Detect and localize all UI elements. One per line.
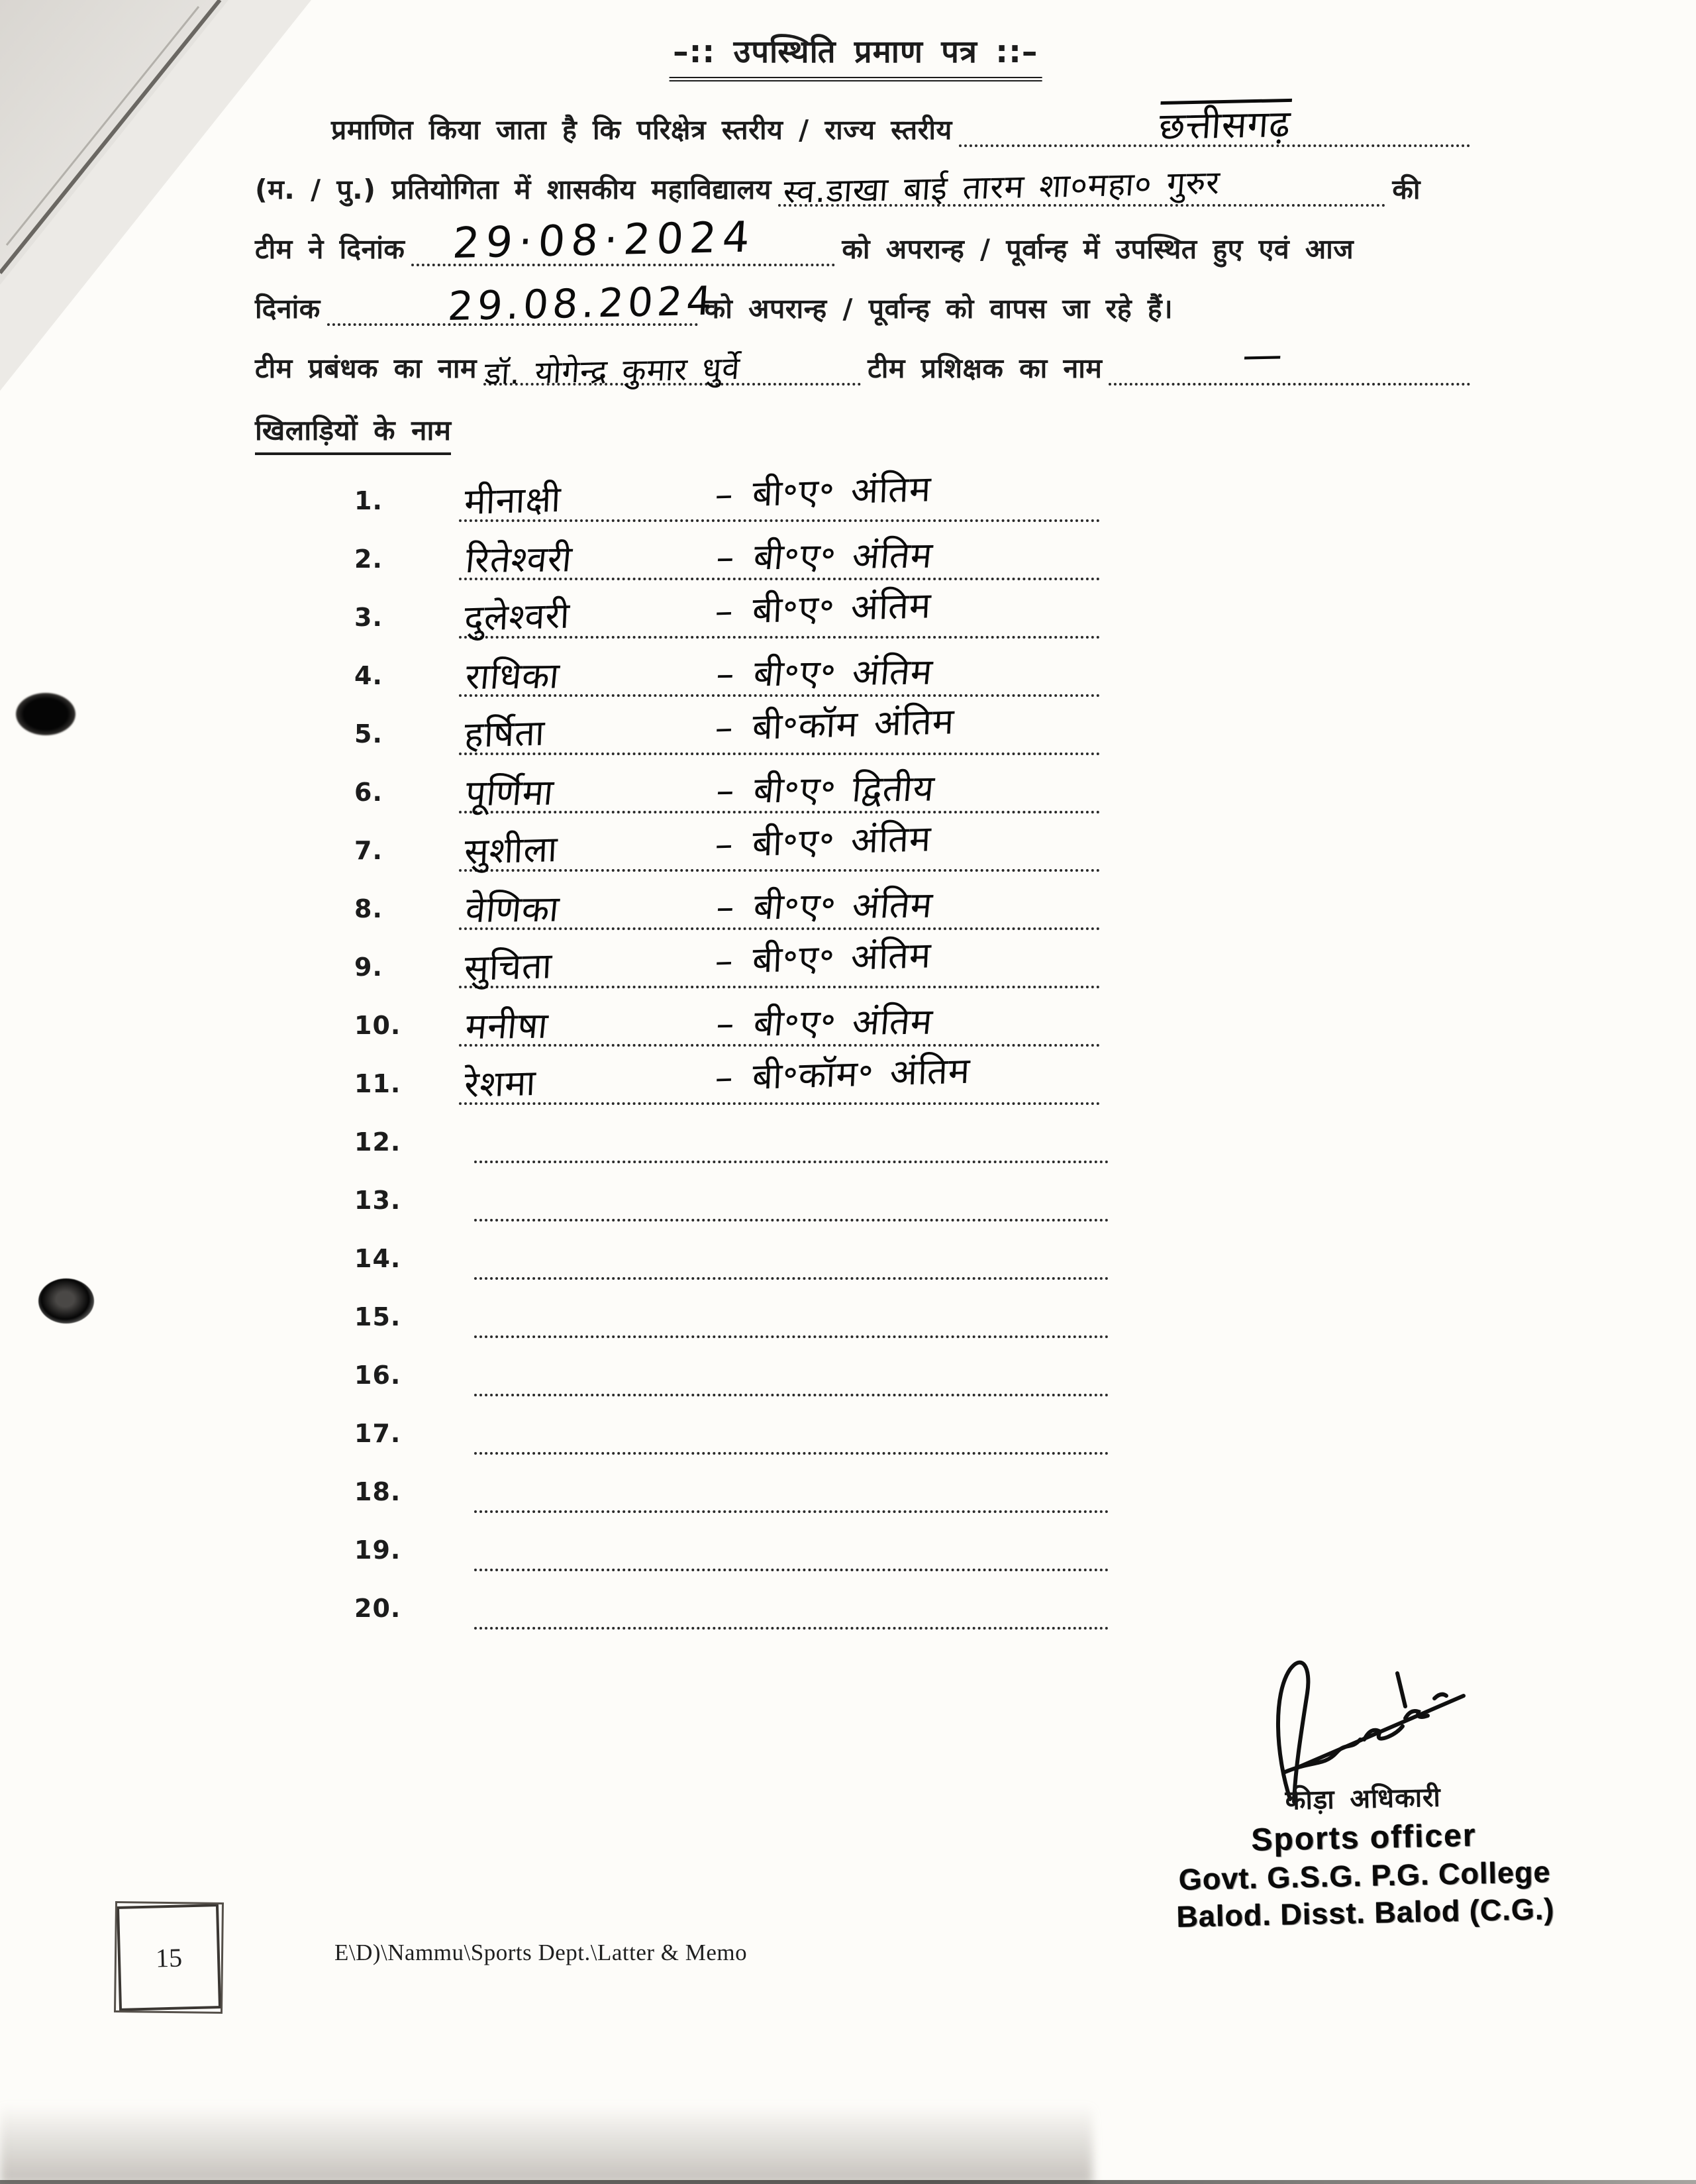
line4-label: दिनांक [255, 292, 321, 325]
line4-handwritten-date: 29.08.2024 [446, 278, 717, 330]
player-number: 19. [354, 1535, 401, 1565]
line2-blank [778, 163, 1385, 211]
dash-separator: – [714, 939, 735, 982]
player-course: बी॰ए॰ अंतिम [751, 468, 932, 515]
player-name: सुशीला [464, 827, 559, 872]
player-name: मनीषा [464, 1004, 550, 1047]
line5-manager-label: टीम प्रबंधक का नाम [255, 352, 477, 384]
player-number: 15. [354, 1302, 401, 1331]
player-handwritten-entry [464, 876, 1144, 933]
player-handwritten-entry [464, 993, 1144, 1049]
player-row [0, 1122, 1696, 1180]
player-number: 6. [354, 778, 383, 807]
player-number: 10. [354, 1011, 401, 1040]
scan-smudge [0, 2105, 1093, 2184]
player-name-blank [474, 1394, 1109, 1396]
player-number: 18. [354, 1477, 401, 1506]
dash-separator: – [714, 590, 735, 633]
player-row [0, 1414, 1696, 1472]
dash-separator: – [714, 886, 737, 929]
dash-separator: – [714, 473, 735, 516]
scan-edge-line [0, 2180, 1696, 2184]
line2-handwritten-value: स्व.डाखा बाई तारम शा०महा० गुरुर [781, 163, 1222, 211]
player-course: बी॰ए॰ अंतिम [752, 650, 935, 695]
player-course: बी॰ए॰ द्वितीय [752, 767, 937, 811]
player-row [0, 1355, 1696, 1414]
player-name: वेणिका [464, 888, 562, 931]
player-name: पूर्णिमा [464, 771, 556, 814]
player-handwritten-entry [464, 456, 1141, 525]
line5-handwritten-manager: डॉ. योगेन्द्र कुमार धुर्वे [483, 350, 742, 392]
line1-blank [959, 102, 1470, 148]
player-row [0, 1049, 1696, 1122]
player-number: 17. [354, 1419, 401, 1448]
line2-suffix: की [1392, 173, 1421, 205]
player-row [0, 1588, 1696, 1647]
line2-label: (म. / पु.) प्रतियोगिता में शासकीय महाविद्यालय [255, 173, 772, 205]
player-row [0, 1297, 1696, 1355]
dash-separator: – [714, 536, 737, 579]
player-course: बी॰ए॰ अंतिम [751, 934, 932, 981]
player-name-blank [474, 1161, 1109, 1163]
player-number: 16. [354, 1361, 401, 1390]
player-handwritten-entry [464, 760, 1144, 816]
players-heading: खिलाड़ियों के नाम [255, 411, 451, 455]
player-row [0, 1239, 1696, 1297]
player-row [0, 1530, 1696, 1588]
player-name: दुलेश्वरी [464, 594, 572, 639]
line4-blank [327, 278, 717, 330]
line3-suffix: को अपरान्ह / पूर्वान्ह में उपस्थित हुए एवं आज [842, 233, 1354, 265]
form-line-region [255, 213, 1477, 269]
player-number: 1. [354, 486, 383, 515]
line1-label: प्रमाणित किया जाता है कि परिक्षेत्र स्तरीय / राज्य स्तरीय [331, 113, 952, 146]
player-name: हर्षिता [464, 711, 546, 756]
form-line-region [331, 102, 1477, 148]
footer-file-path: E\D)\Nammu\Sports Dept.\Latter & Memo [334, 1940, 748, 1965]
player-number: 12. [354, 1127, 401, 1157]
player-course: बी॰कॉम अंतिम [751, 700, 956, 748]
player-course: बी॰कॉम॰ अंतिम [751, 1049, 972, 1098]
line5-coach-label: टीम प्रशिक्षक का नाम [868, 352, 1103, 384]
player-handwritten-entry [464, 643, 1144, 700]
player-course: बी॰ए॰ अंतिम [751, 817, 932, 864]
player-number: 7. [354, 836, 383, 865]
player-name-blank [474, 1452, 1109, 1455]
player-name-blank [474, 1219, 1109, 1222]
player-row [0, 1180, 1696, 1239]
dash-separator: – [714, 1056, 735, 1099]
player-number: 13. [354, 1186, 401, 1215]
stamp-line-1: Sports officer [1250, 1818, 1477, 1858]
form-line-region [255, 331, 1477, 392]
page-number-box [117, 1904, 221, 2011]
player-name-blank [474, 1277, 1109, 1280]
player-number: 4. [354, 661, 383, 690]
player-name-blank [474, 1627, 1109, 1630]
officer-title-hindi: कीड़ा अधिकारी [1285, 1782, 1442, 1816]
player-number: 9. [354, 953, 383, 982]
player-number: 5. [354, 719, 383, 749]
line3-label: टीम ने दिनांक [255, 233, 405, 265]
dash-separator: – [714, 652, 737, 696]
dash-separator: – [714, 1002, 737, 1045]
stamp-line-2: Govt. G.S.G. P.G. College [1178, 1855, 1552, 1897]
player-number: 14. [354, 1244, 401, 1273]
line5-handwritten-dash: — [1241, 331, 1285, 379]
page-number: 15 [155, 1942, 183, 1973]
dash-separator: – [714, 823, 735, 866]
player-name-blank [474, 1335, 1109, 1338]
line5-manager-blank [483, 350, 861, 392]
signature-block [1151, 1775, 1578, 1934]
player-name: मीनाक्षी [464, 478, 562, 523]
line5-coach-blank [1109, 331, 1470, 386]
dash-separator: – [714, 769, 737, 812]
player-number: 8. [354, 894, 383, 923]
player-name: राधिका [464, 654, 562, 698]
player-name: सुचिता [464, 945, 554, 989]
player-number: 3. [354, 603, 383, 632]
player-number: 2. [354, 545, 383, 574]
form-line-region [255, 163, 1421, 211]
player-name-blank [474, 1510, 1109, 1513]
line1-handwritten-value: छत्तीसगढ़ [1158, 98, 1292, 148]
player-course: बी॰ए॰ अंतिम [751, 584, 932, 631]
player-number: 20. [354, 1594, 401, 1623]
player-row [0, 1472, 1696, 1530]
line4-suffix: को अपरान्ह / पूर्वान्ह को वापस जा रहे हैं। [704, 292, 1173, 325]
page-title: –:: उपस्थिति प्रमाण पत्र ::– [669, 29, 1042, 81]
dash-separator: – [714, 706, 735, 749]
player-number: 11. [354, 1069, 401, 1098]
player-name: रितेश्वरी [464, 538, 575, 581]
form-line-region [255, 278, 1477, 330]
player-name: रेशमा [464, 1061, 537, 1106]
line3-blank [411, 213, 835, 269]
stamp-line-3: Balod. Disst. Balod (C.G.) [1175, 1892, 1555, 1934]
line3-handwritten-date: 29·08·2024 [451, 213, 758, 269]
player-course: बी॰ए॰ अंतिम [752, 534, 935, 578]
player-course: बी॰ए॰ अंतिम [752, 884, 935, 928]
player-name-blank [474, 1569, 1109, 1571]
player-handwritten-entry [464, 527, 1144, 583]
player-course: बी॰ए॰ अंतिम [752, 1000, 935, 1045]
